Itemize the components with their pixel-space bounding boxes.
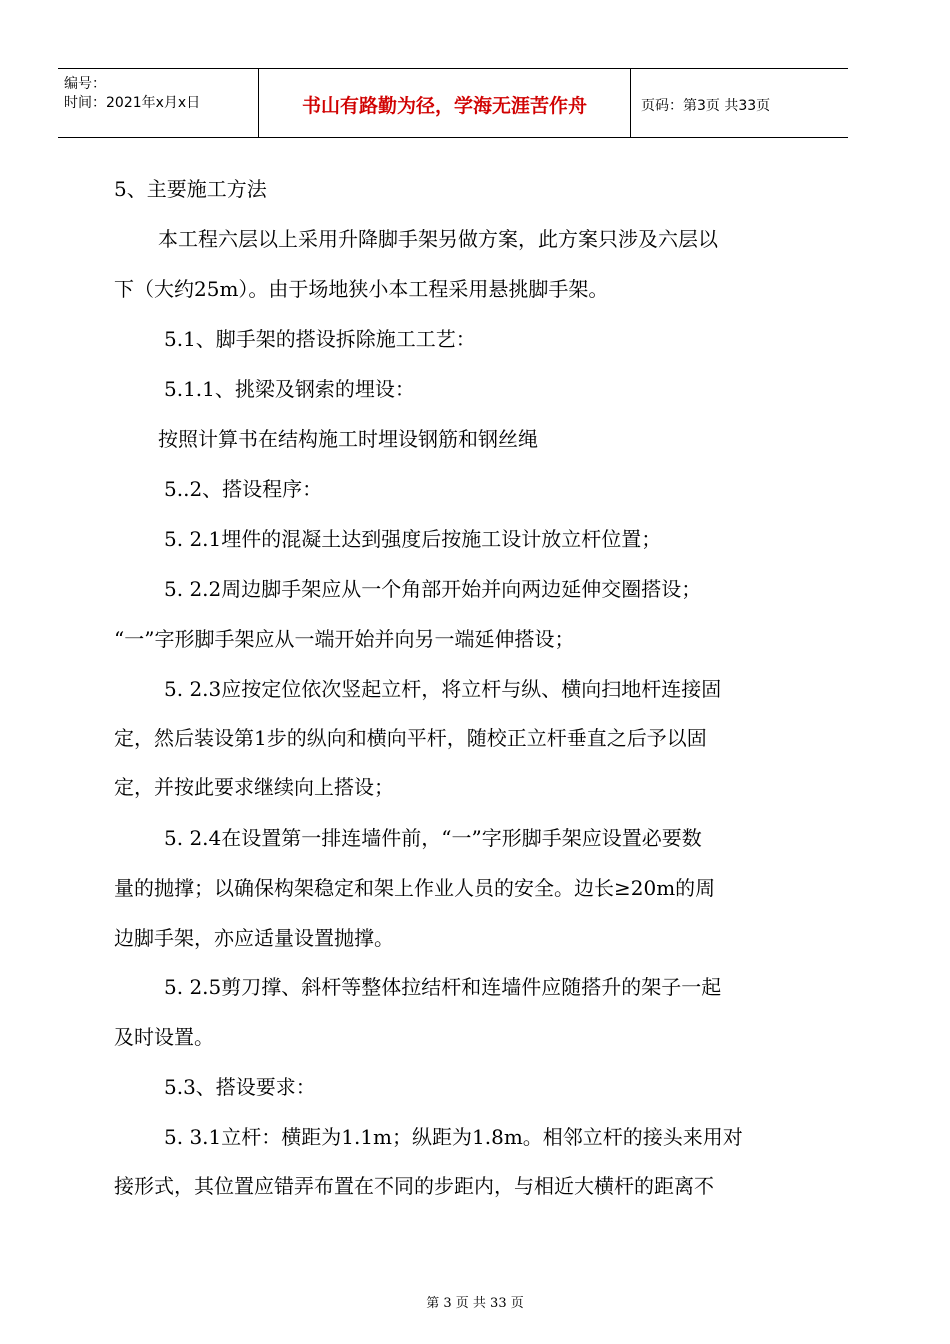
page-info: 页码：第3页 共33页: [641, 98, 771, 114]
paragraph-line: 及时设置。: [114, 1025, 214, 1049]
paragraph-line: 接形式，其位置应错弄布置在不同的步距内，与相近大横杆的距离不: [114, 1174, 714, 1198]
subsection-heading: 5.1、脚手架的搭设拆除施工工艺：: [164, 327, 476, 351]
section-heading: 5、主要施工方法: [114, 177, 267, 201]
paragraph-line: 5. 2.3应按定位依次竖起立杆，将立杆与纵、横向扫地杆连接固: [164, 677, 722, 701]
motto: 书山有路勤为径，学海无涯苦作舟: [301, 95, 587, 117]
subsection-heading: 5.1.1、挑梁及钢索的埋设：: [164, 377, 415, 401]
paragraph-line: 5. 2.1埋件的混凝土达到强度后按施工设计放立杆位置；: [164, 527, 662, 551]
paragraph-line: 定，并按此要求继续向上搭设；: [114, 775, 394, 799]
page-header: [58, 68, 848, 138]
paragraph-line: “一”字形脚手架应从一端开始并向另一端延伸搭设；: [114, 627, 575, 651]
paragraph-line: 5. 3.1立杆：横距为1.1m；纵距为1.8m。相邻立杆的接头来用对: [164, 1125, 743, 1149]
paragraph-line: 5. 2.5剪刀撑、斜杆等整体拉结杆和连墙件应随搭升的架子一起: [164, 975, 722, 999]
page-footer: 第 3 页 共 33 页: [426, 1296, 524, 1311]
number-label: 编号：: [64, 76, 106, 92]
paragraph-line: 按照计算书在结构施工时埋设钢筋和钢丝绳: [158, 427, 538, 451]
paragraph-line: 本工程六层以上采用升降脚手架另做方案，此方案只涉及六层以: [158, 227, 718, 251]
subsection-heading: 5..2、搭设程序：: [164, 477, 323, 501]
paragraph-line: 下（大约25m）。由于场地狭小本工程采用悬挑脚手架。: [114, 277, 609, 301]
paragraph-line: 5. 2.2周边脚手架应从一个角部开始并向两边延伸交圈搭设；: [164, 577, 702, 601]
header-motto-cell: [258, 69, 631, 137]
header-meta: [58, 69, 258, 137]
paragraph-line: 5. 2.4在设置第一排连墙件前，“一”字形脚手架应设置必要数: [164, 826, 702, 850]
header-page-cell: [631, 69, 848, 137]
paragraph-line: 边脚手架，亦应适量设置抛撑。: [114, 926, 394, 950]
paragraph-line: 量的抛撑；以确保构架稳定和架上作业人员的安全。边长≥20m的周: [114, 876, 716, 900]
paragraph-line: 定，然后装设第1步的纵向和横向平杆，随校正立杆垂直之后予以固: [114, 726, 707, 750]
time-label: 时间：2021年x月x日: [64, 95, 201, 111]
subsection-heading: 5.3、搭设要求：: [164, 1075, 316, 1099]
